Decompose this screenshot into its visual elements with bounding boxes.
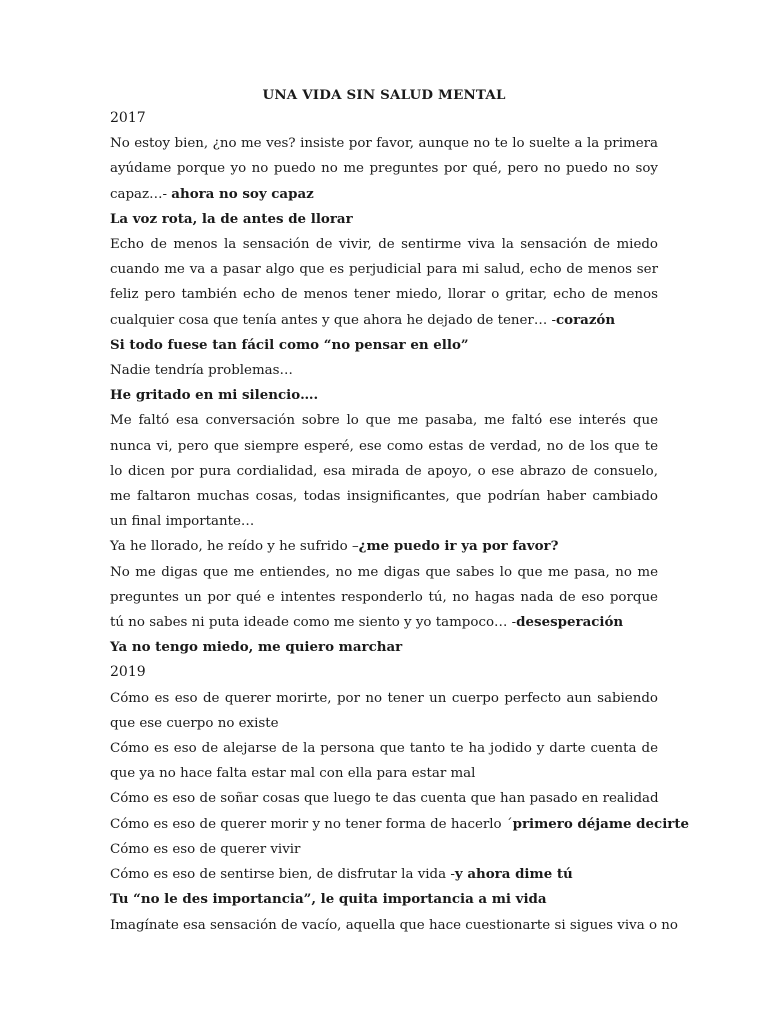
heading-he-gritado: He gritado en mi silencio…. <box>110 387 319 404</box>
heading-voz-rota: La voz rota, la de antes de llorar <box>110 210 353 227</box>
paragraph-no-estoy-bien <box>110 131 658 207</box>
line-querer-vivir: Cómo es eso de querer vivir <box>110 841 301 857</box>
line-sonar-cosas: Cómo es eso de soñar cosas que luego te das cuenta que han pasado en realidad <box>110 791 659 807</box>
line-ya-he-llorado <box>110 534 658 559</box>
bold-phrase: corazón <box>556 311 616 328</box>
bold-phrase: desesperación <box>516 614 624 631</box>
paragraph-me-falto: Me faltó esa conversación sobre lo que me pasaba, me faltó ese interés que nunca vi, pero que siempre esperé, ese como estas de verdad, no de los que te lo dicen por pura cordialidad, esa mirada de apoyo, o ese abrazo de consuelo, me faltaron muchas cosas, todas insignificantes, que podrían haber cambiado un final importante… <box>110 413 658 530</box>
line-nadie-tendria: Nadie tendría problemas… <box>110 363 293 379</box>
heading-ya-no-tengo-miedo: Ya no tengo miedo, me quiero marchar <box>110 639 403 656</box>
heading-no-le-des-importancia: Tu “no le des importancia”, le quita importancia a mi vida <box>110 891 547 908</box>
line-sentirse-bien <box>110 862 658 887</box>
paragraph-text: No estoy bien, ¿no me ves? insiste por favor, aunque no te lo suelte a la primera ayúdame porque yo no puedo no me preguntes por qué, pero no puedo no soy capaz…- <box>110 136 658 202</box>
paragraph-text: Echo de menos la sensación de vivir, de sentirme viva la sensación de miedo cuando me va a pasar algo que es perjudicial para mi salud, echo de menos ser feliz pero también echo de menos tener miedo, llorar o gritar, echo de menos cualquier cosa que tenía antes y que ahora he dejado de tener… - <box>110 237 658 328</box>
paragraph-text: No me digas que me entiendes, no me digas que sabes lo que me pasa, no me preguntes un por qué e intentes responderlo tú, no hagas nada de eso porque tú no sabes ni puta ideade como me siento y yo tampoco… - <box>110 564 658 631</box>
paragraph-alejarse: Cómo es eso de alejarse de la persona que tanto te ha jodido y darte cuenta de que ya no hace falta estar mal con ella para estar mal <box>110 741 658 782</box>
line-text: Cómo es eso de sentirse bien, de disfrutar la vida - <box>110 867 455 883</box>
bold-phrase: ¿me puedo ir ya por favor? <box>358 538 559 555</box>
line-querer-morir <box>110 812 690 837</box>
document-title: UNA VIDA SIN SALUD MENTAL <box>262 87 506 103</box>
heading-no-pensar: Si todo fuese tan fácil como “no pensar en ello” <box>110 336 469 353</box>
paragraph-echo-de-menos <box>110 232 658 333</box>
paragraph-no-me-digas <box>110 560 658 636</box>
bold-phrase: y ahora dime tú <box>454 866 573 883</box>
bold-phrase: ahora no soy capaz <box>171 185 314 202</box>
document-body <box>110 84 690 938</box>
line-text: Ya he llorado, he reído y he sufrido – <box>110 539 359 555</box>
year-heading-2019: 2019 <box>110 664 146 681</box>
line-text: Cómo es eso de querer morir y no tener forma de hacerlo ´ <box>110 816 513 832</box>
line-imaginate: Imagínate esa sensación de vacío, aquella que hace cuestionarte si sigues viva o no <box>110 917 678 933</box>
bold-phrase: primero déjame decirte <box>512 815 690 832</box>
paragraph-querer-morirte: Cómo es eso de querer morirte, por no tener un cuerpo perfecto aun sabiendo que ese cuerpo no existe <box>110 690 658 731</box>
year-heading-2017: 2017 <box>110 110 146 126</box>
